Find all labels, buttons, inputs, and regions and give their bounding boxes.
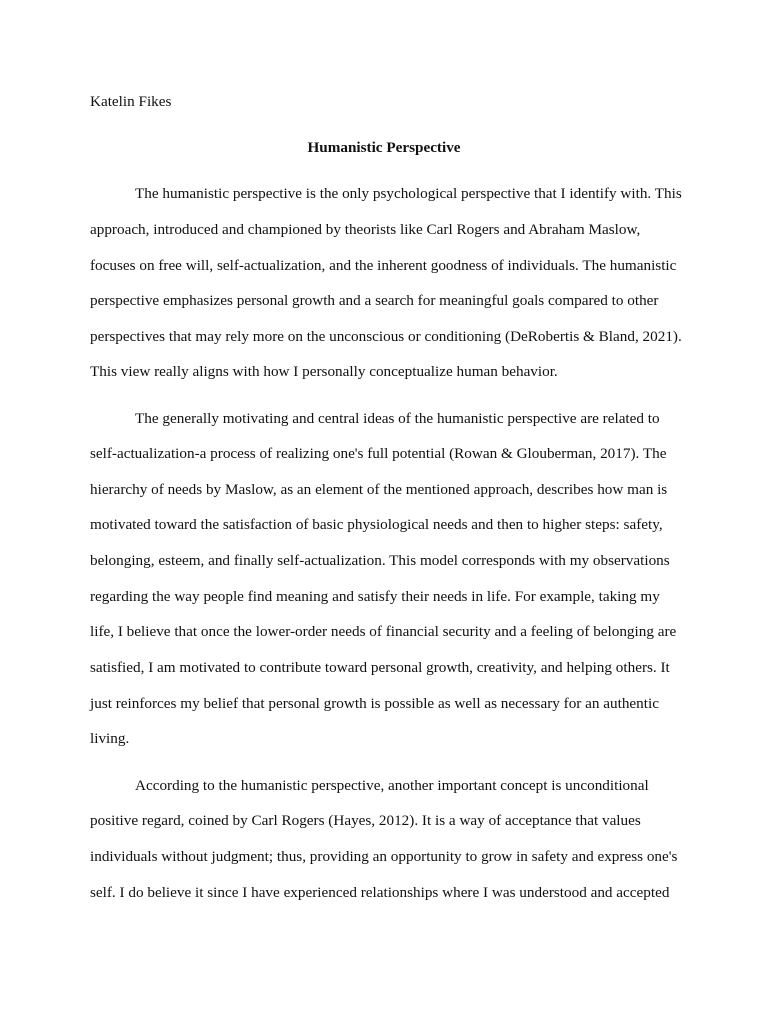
paragraph-line: The generally motivating and central ideas of the humanistic perspective are related to [135, 410, 660, 427]
paragraph-line: living. [90, 730, 130, 747]
paragraph-line: self. I do believe it since I have experienced relationships where I was understood and accepted [90, 884, 670, 901]
paragraph-line: motivated toward the satisfaction of basic physiological needs and then to higher steps: safety, [90, 516, 663, 533]
paragraph-line: regarding the way people find meaning and satisfy their needs in life. For example, taking my [90, 588, 660, 605]
paragraph-line: approach, introduced and championed by theorists like Carl Rogers and Abraham Maslow, [90, 221, 641, 238]
paragraph-line: life, I believe that once the lower-order needs of financial security and a feeling of belonging are [90, 623, 677, 640]
paragraph-line: satisfied, I am motivated to contribute toward personal growth, creativity, and helping others. It [90, 659, 670, 676]
paragraph-line: perspective emphasizes personal growth and a search for meaningful goals compared to other [90, 292, 659, 309]
paragraph-line: hierarchy of needs by Maslow, as an element of the mentioned approach, describes how man is [90, 481, 668, 498]
paragraph-line: According to the humanistic perspective, another important concept is unconditional [135, 777, 649, 794]
paragraph-line: positive regard, coined by Carl Rogers (Hayes, 2012). It is a way of acceptance that values [90, 812, 641, 829]
document-title: Humanistic Perspective [307, 139, 461, 156]
paragraph-line: The humanistic perspective is the only psychological perspective that I identify with. This [135, 185, 682, 202]
author-name: Katelin Fikes [90, 93, 172, 110]
paragraph-line: belonging, esteem, and finally self-actualization. This model corresponds with my observations [90, 552, 670, 569]
paragraph-line: self-actualization-a process of realizing one's full potential (Rowan & Glouberman, 2017). The [90, 445, 667, 462]
paragraph-line: perspectives that may rely more on the unconscious or conditioning (DeRobertis & Bland, 2021). [90, 328, 682, 345]
paragraph-line: just reinforces my belief that personal growth is possible as well as necessary for an authentic [90, 695, 659, 712]
paragraph-line: focuses on free will, self-actualization, and the inherent goodness of individuals. The humanistic [90, 257, 677, 274]
paragraph-line: individuals without judgment; thus, providing an opportunity to grow in safety and express one's [90, 848, 678, 865]
paragraph-line: This view really aligns with how I personally conceptualize human behavior. [90, 363, 558, 380]
